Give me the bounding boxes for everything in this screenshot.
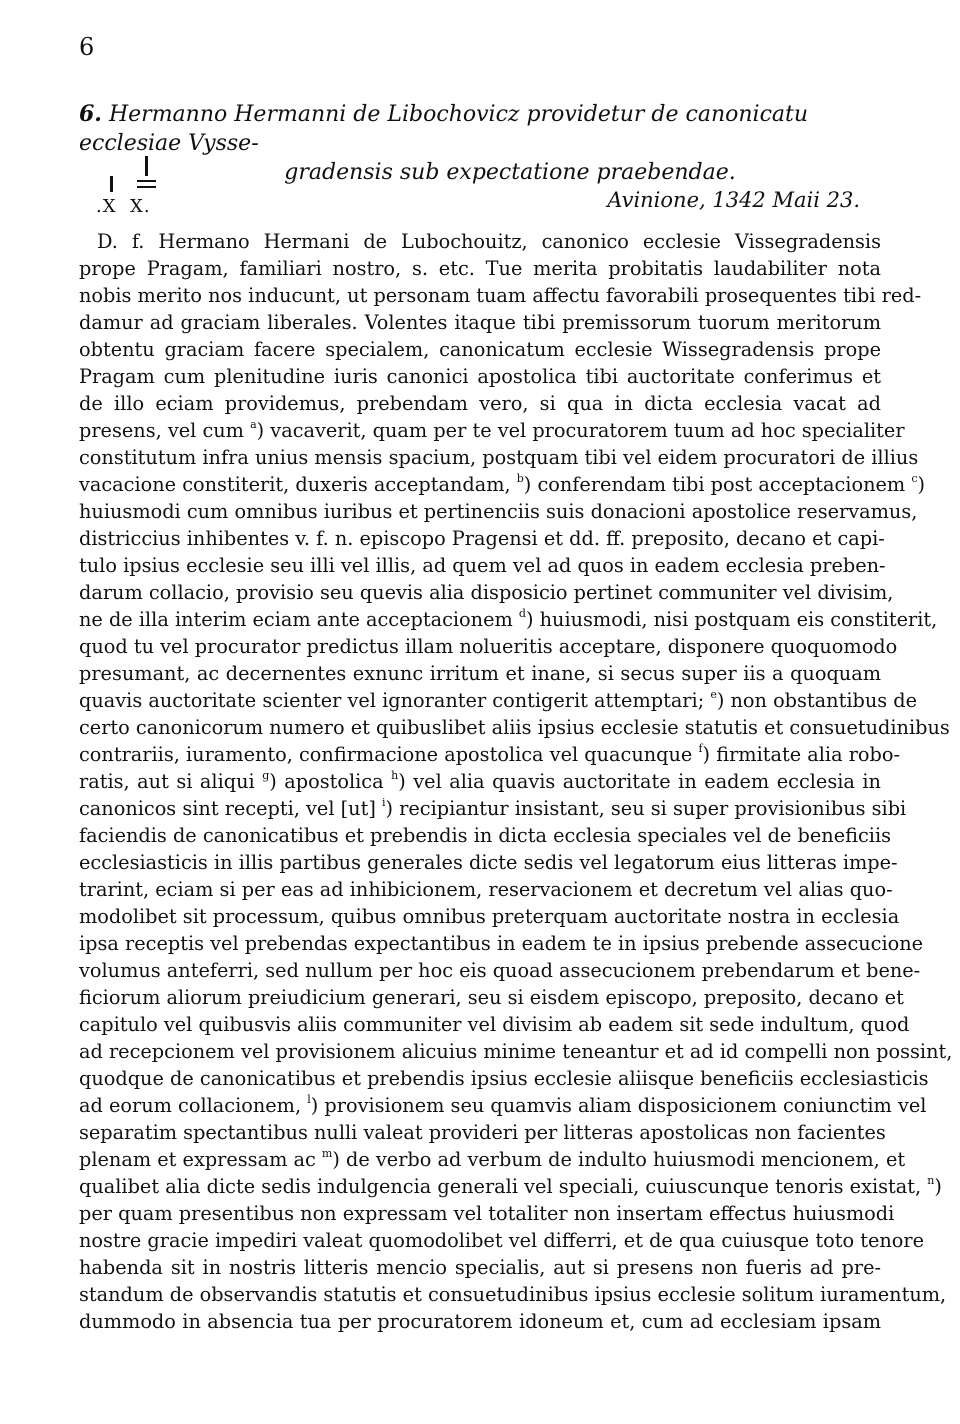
footnote-marker: i [381, 796, 386, 809]
text-line: ne de illa interim eciam ante acceptacionem $^d$) huiusmodi, nisi postquam eis constiterit, [79, 607, 938, 631]
heading-line-2: gradensis sub expectatione praebendae. [284, 160, 736, 185]
text-line: ipsa receptis vel prebendas expectantibus in eadem te in ipsius prebende assecucione [79, 932, 924, 955]
archive-ref-left: .X [96, 196, 117, 217]
archive-ref-right: X. [130, 196, 151, 217]
text-line: constitutum infra unius mensis spacium, postquam tibi vel eidem procuratori de illius [79, 446, 919, 469]
text-line: de illo eciam providemus, prebendam vero, si qua in dicta ecclesia vacat ad [79, 392, 881, 415]
text-line: quavis auctoritate scienter vel ignoranter contigerit attemptari; $^e$) non obstantibus de [79, 688, 918, 712]
text-line: standum de observandis statutis et consuetudinibus ipsius ecclesie solitum iuramentum, [79, 1283, 947, 1306]
text-line: darum collacio, provisio seu quevis alia disposicio pertinet communiter vel divisim, [79, 581, 894, 604]
text-line: habenda sit in nostris litteris mencio specialis, aut si presens non fueris ad pre- [79, 1256, 881, 1279]
archive-reference-mark [96, 150, 186, 222]
text-line: certo canonicorum numero et quibuslibet aliis ipsius ecclesie statutis et consuetudinibus [79, 716, 950, 739]
footnote-marker: h [391, 769, 399, 782]
text-line: presumant, ac decernentes exnunc irritum et inane, si secus super iis a quoquam [79, 662, 881, 685]
heading-line-1: Hermanno Hermanni de Libochovicz providetur de canonicatu ecclesiae Vysse- [79, 102, 809, 156]
document-body [79, 228, 953, 1335]
footnote-marker: d [518, 607, 526, 620]
text-line: per quam presentibus non expressam vel totaliter non insertam effectus huiusmodi [79, 1202, 895, 1225]
footnote-marker: m [321, 1147, 333, 1160]
text-line: ficiorum aliorum preiudicium generari, seu si eisdem episcopo, preposito, decano et [79, 986, 904, 1009]
footnote-marker: e [710, 688, 717, 701]
footnote-marker: c [911, 472, 918, 485]
footnote-marker: f [698, 742, 703, 755]
document-number: 6. [79, 101, 102, 127]
footnote-marker: b [516, 472, 524, 485]
text-line: dummodo in absencia tua per procuratorem idoneum et, cum ad ecclesiam ipsam [79, 1310, 881, 1333]
text-line: volumus anteferri, sed nullum per hoc eis quoad assecucionem prebendarum et bene- [79, 959, 921, 982]
text-line: quod tu vel procurator predictus illam nolueritis acceptare, disponere quoquomodo [79, 635, 898, 658]
text-line: nobis merito nos inducunt, ut personam tuam affectu favorabili prosequentes tibi red- [79, 284, 922, 307]
text-line: tulo ipsius ecclesie seu illi vel illis, ad quem vel ad quos in eadem ecclesia preben- [79, 554, 886, 577]
text-line: vacacione constiterit, duxeris acceptandam, $^b$) conferendam tibi post acceptacionem $^c$) [79, 472, 926, 496]
text-line: capitulo vel quibusvis aliis communiter vel divisim ab eadem sit sede indultum, quod [79, 1013, 910, 1036]
text-line: qualibet alia dicte sedis indulgencia generali vel speciali, cuiuscunque tenoris existat, $^n$) [79, 1174, 942, 1198]
text-line: D. f. Hermano Hermani de Lubochouitz, canonico ecclesie Vissegradensis [97, 230, 881, 253]
text-line: Pragam cum plenitudine iuris canonici apostolica tibi auctoritate conferimus et [79, 365, 881, 388]
text-line: plenam et expressam ac $^m$) de verbo ad verbum de indulto huiusmodi mencionem, et [79, 1147, 906, 1171]
text-line: ratis, aut si aliqui $^g$) apostolica $^h$) vel alia quavis auctoritate in eadem ecclesia in [79, 769, 881, 793]
text-line: quodque de canonicatibus et prebendis ipsius ecclesie aliisque beneficiis ecclesiasticis [79, 1067, 929, 1090]
text-line: damur ad graciam liberales. Volentes itaque tibi premissorum tuorum meritorum [79, 311, 881, 334]
text-line: huiusmodi cum omnibus iuribus et pertinenciis suis donacioni apostolice reservamus, [79, 500, 918, 523]
text-line: contrariis, iuramento, confirmacione apostolica vel quacunque $^f$) firmitate alia robo- [79, 742, 901, 766]
text-line: ecclesiasticis in illis partibus generales dicte sedis vel legatorum eius litteras impe- [79, 851, 898, 874]
text-line: modolibet sit processum, quibus omnibus preterquam auctoritate nostra in ecclesia [79, 905, 900, 928]
page-number: 6 [79, 33, 95, 61]
footnote-marker: g [262, 769, 270, 782]
footnote-marker: l [307, 1093, 311, 1106]
text-line: trarint, eciam si per eas ad inhibicionem, reservacionem et decretum vel alias quo- [79, 878, 893, 901]
footnote-marker: a [250, 418, 257, 431]
text-line: prope Pragam, familiari nostro, s. etc. Tue merita probitatis laudabiliter nota [79, 257, 881, 280]
text-line: ad recepcionem vel provisionem alicuius minime teneantur et ad id compelli non possint, [79, 1040, 953, 1063]
text-line: ad eorum collacionem, $^l$) provisionem seu quamvis aliam disposicionem coniunctim vel [79, 1093, 927, 1117]
text-line: nostre gracie impediri valeat quomodolibet vel differri, et de qua cuiusque toto tenore [79, 1229, 925, 1252]
text-line: separatim spectantibus nulli valeat provideri per litteras apostolicas non facientes [79, 1121, 886, 1144]
footnote-marker: n [927, 1174, 935, 1187]
text-line: presens, vel cum $^a$) vacaverit, quam per te vel procuratorem tuum ad hoc specialiter [79, 418, 905, 442]
text-line: districcius inhibentes v. f. n. episcopo Pragensi et dd. ff. preposito, decano et capi- [79, 527, 885, 550]
text-line: canonicos sint recepti, vel [ut] $^i$) recipiantur insistant, seu si super provisionibus sibi [79, 796, 907, 820]
text-line: faciendis de canonicatibus et prebendis in dicta ecclesia speciales vel de beneficiis [79, 824, 892, 847]
text-line: obtentu graciam facere specialem, canonicatum ecclesie Wissegradensis prope [79, 338, 881, 361]
place-and-date: Avinione, 1342 Maii 23. [607, 188, 860, 212]
document-heading [79, 100, 881, 187]
